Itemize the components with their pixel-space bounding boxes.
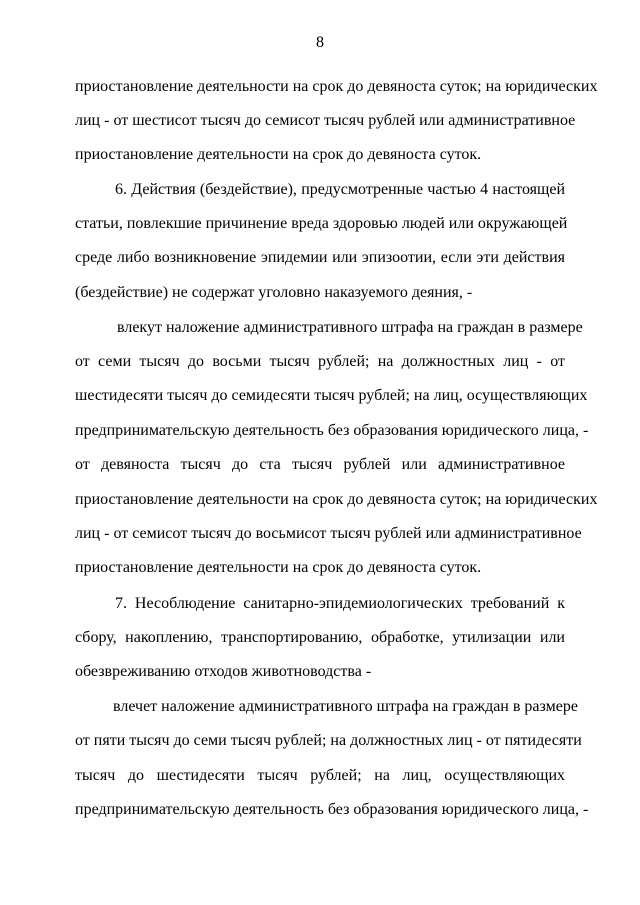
text-line: шестидесяти тысяч до семидесяти тысяч рублей; на лиц, осуществляющих: [75, 387, 588, 404]
penalty-paragraph-first-line: влечет наложение административного штрафа на граждан в размере: [113, 698, 578, 715]
text-line: от пяти тысяч до семи тысяч рублей; на должностных лиц - от пятидесяти: [75, 732, 582, 749]
penalty-paragraph-first-line: влекут наложение административного штрафа на граждан в размере: [117, 319, 583, 336]
text-line: предпринимательскую деятельность без образования юридического лица, -: [75, 801, 589, 818]
paragraph-7-first-line: 7. Несоблюдение санитарно-эпидемиологических требований к: [115, 595, 565, 612]
text-line: сбору, накоплению, транспортированию, обработке, утилизации или: [75, 629, 565, 646]
paragraph-6-first-line: 6. Действия (бездействие), предусмотренные частью 4 настоящей: [115, 181, 565, 198]
text-line: лиц - от шестисот тысяч до семисот тысяч рублей или административное: [75, 112, 576, 129]
text-line: приостановление деятельности на срок до девяноста суток; на юридических: [75, 491, 598, 508]
text-line: от девяноста тысяч до ста тысяч рублей или административное: [75, 456, 565, 473]
text-line: обезвреживанию отходов животноводства -: [75, 663, 372, 680]
text-line: приостановление деятельности на срок до девяноста суток.: [75, 146, 482, 163]
text-line: среде либо возникновение эпидемии или эпизоотии, если эти действия: [75, 249, 565, 266]
text-line: приостановление деятельности на срок до девяноста суток.: [75, 559, 482, 576]
text-line: приостановление деятельности на срок до девяноста суток; на юридических: [75, 78, 598, 95]
text-line: тысяч до шестидесяти тысяч рублей; на лиц, осуществляющих: [75, 767, 565, 784]
text-line: от семи тысяч до восьми тысяч рублей; на должностных лиц - от: [75, 353, 565, 370]
text-line: предпринимательскую деятельность без образования юридического лица, -: [75, 422, 589, 439]
text-line: статьи, повлекшие причинение вреда здоровью людей или окружающей: [75, 215, 568, 232]
text-line: лиц - от семисот тысяч до восьмисот тысяч рублей или административное: [75, 525, 582, 542]
text-line: (бездействие) не содержат уголовно наказуемого деяния, -: [75, 284, 473, 301]
page-number: 8: [316, 34, 324, 51]
